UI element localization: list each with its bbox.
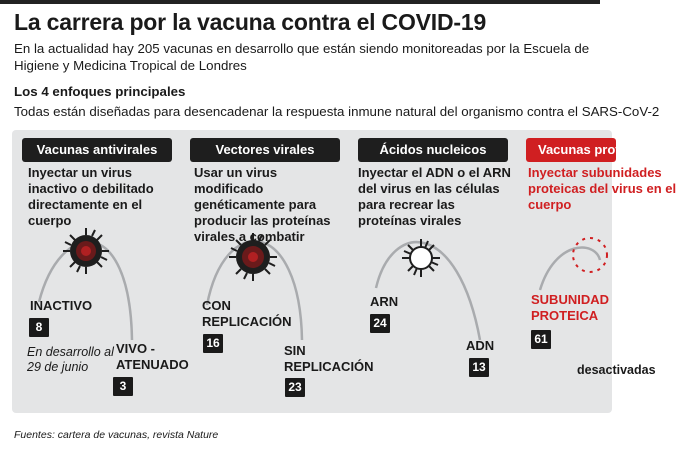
approach-description: Inyectar el ADN o el ARN del virus en las células para recrear las proteínas virales	[358, 165, 511, 228]
approach-pill-proteicas: Vacunas proteicas	[526, 138, 616, 162]
count-badge: 23	[285, 378, 305, 397]
category-label: SUBUNIDAD PROTEICA	[531, 292, 609, 323]
approach-pill-vectores: Vectores virales	[190, 138, 340, 162]
count-badge: 16	[203, 334, 223, 353]
category-label: INACTIVO	[30, 298, 93, 313]
virus-icon-inactive	[63, 228, 109, 274]
category-label: ADN	[466, 338, 495, 353]
category-label: ARN	[370, 294, 399, 309]
source-note: Fuentes: cartera de vacunas, revista Nature	[14, 429, 219, 441]
count-badge: 3	[113, 377, 133, 396]
arc-proteicas	[540, 248, 600, 290]
approach-pill-antivirales: Vacunas antivirales	[22, 138, 172, 162]
count-badge: 8	[29, 318, 49, 337]
page-title: La carrera por la vacuna contra el COVID-19	[14, 9, 487, 35]
section-heading: Los 4 enfoques principales	[14, 84, 186, 99]
category-label-cropped: desactivadas	[577, 363, 656, 377]
date-note: En desarrollo al 29 de junio	[27, 345, 114, 374]
count-badge: 24	[370, 314, 390, 333]
approach-description: Inyectar subunidades proteicas del virus en el cuerpo	[528, 165, 677, 212]
approach-pill-acidos: Ácidos nucleicos	[358, 138, 508, 162]
category-label: CON REPLICACIÓN	[202, 298, 292, 329]
category-label: SIN REPLICACIÓN	[284, 343, 374, 374]
approach-description: Usar un virus modificado genéticamente para producir las proteínas virales a combatir	[194, 165, 331, 244]
subtitle: En la actualidad hay 205 vacunas en desarrollo que están siendo monitoreadas por la Escuela de Higiene y Medicina Tropical de Londres	[14, 41, 590, 73]
approach-description: Inyectar un virus inactivo o debilitado directamente en el cuerpo	[28, 165, 154, 228]
category-label: VIVO - ATENUADO	[116, 341, 189, 372]
count-badge: 61	[531, 330, 551, 349]
section-lead: Todas están diseñadas para desencadenar la respuesta inmune natural del organismo contra el SARS-CoV-2	[14, 104, 660, 119]
count-badge: 13	[469, 358, 489, 377]
